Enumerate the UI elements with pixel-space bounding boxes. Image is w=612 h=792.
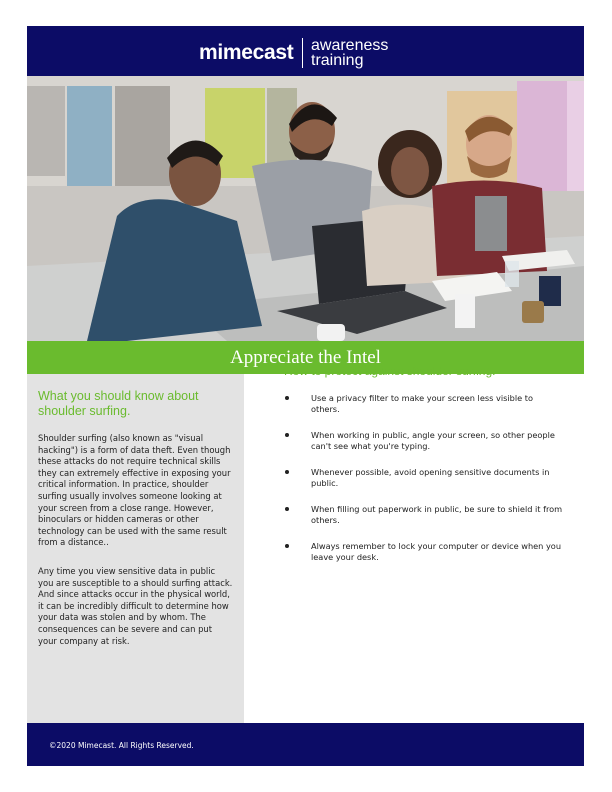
left-paragraph-2: Any time you view sensitive data in public you are susceptible to a should surfing attack. And since attacks occur in the physical world, it can be incredibly difficult to determine how your data was stolen and by whom. The consequences can be severe and can put your company at risk.	[38, 566, 233, 646]
office-photo	[27, 76, 584, 341]
list-item	[284, 541, 564, 578]
right-heading: How to protect against shoulder surfing:	[284, 364, 496, 378]
list-item-text: Use a privacy filter to make your screen less visible to others.	[311, 393, 533, 414]
list-item	[284, 430, 564, 467]
bullet-icon	[285, 396, 289, 400]
document-page	[27, 26, 584, 766]
left-heading: What you should know about shoulder surfing.	[38, 389, 199, 418]
copyright-text: ©2020 Mimecast. All Rights Reserved.	[49, 741, 194, 750]
brand-sub-line2: training	[311, 52, 364, 69]
bullet-icon	[285, 470, 289, 474]
bullet-icon	[285, 507, 289, 511]
brand-name: mimecast	[199, 41, 294, 64]
list-item-text: Always remember to lock your computer or device when you leave your desk.	[311, 541, 562, 562]
tips-list	[284, 393, 564, 578]
list-item	[284, 467, 564, 504]
brand-subtitle	[311, 38, 388, 68]
list-item-text: When working in public, angle your screen, so other people can't see what you're typing.	[311, 430, 555, 451]
list-item	[284, 393, 564, 430]
mimecast-logo	[199, 38, 388, 68]
header-bar	[27, 26, 584, 76]
list-item-text: When filling out paperwork in public, be sure to shield it from others.	[311, 504, 563, 525]
left-paragraph-1: Shoulder surfing (also known as "visual hacking") is a form of data theft. Even though these attacks do not require technical skills they can extremely effective in exposing your critical information. In practice, shoulder surfing usually involves someone looking at your screen from a close range. However, binoculars or hidden cameras or other technology can be used with the same result from a distance..	[38, 433, 231, 548]
banner-title: Appreciate the Intel	[230, 346, 381, 368]
list-item-text: Whenever possible, avoid opening sensitive documents in public.	[311, 467, 550, 488]
list-item	[284, 504, 564, 541]
bullet-icon	[285, 544, 289, 548]
footer-bar	[27, 723, 584, 766]
brand-divider	[302, 38, 304, 68]
brand-sub-line1: awareness	[311, 37, 389, 54]
bullet-icon	[285, 433, 289, 437]
left-sidebar	[27, 374, 244, 749]
